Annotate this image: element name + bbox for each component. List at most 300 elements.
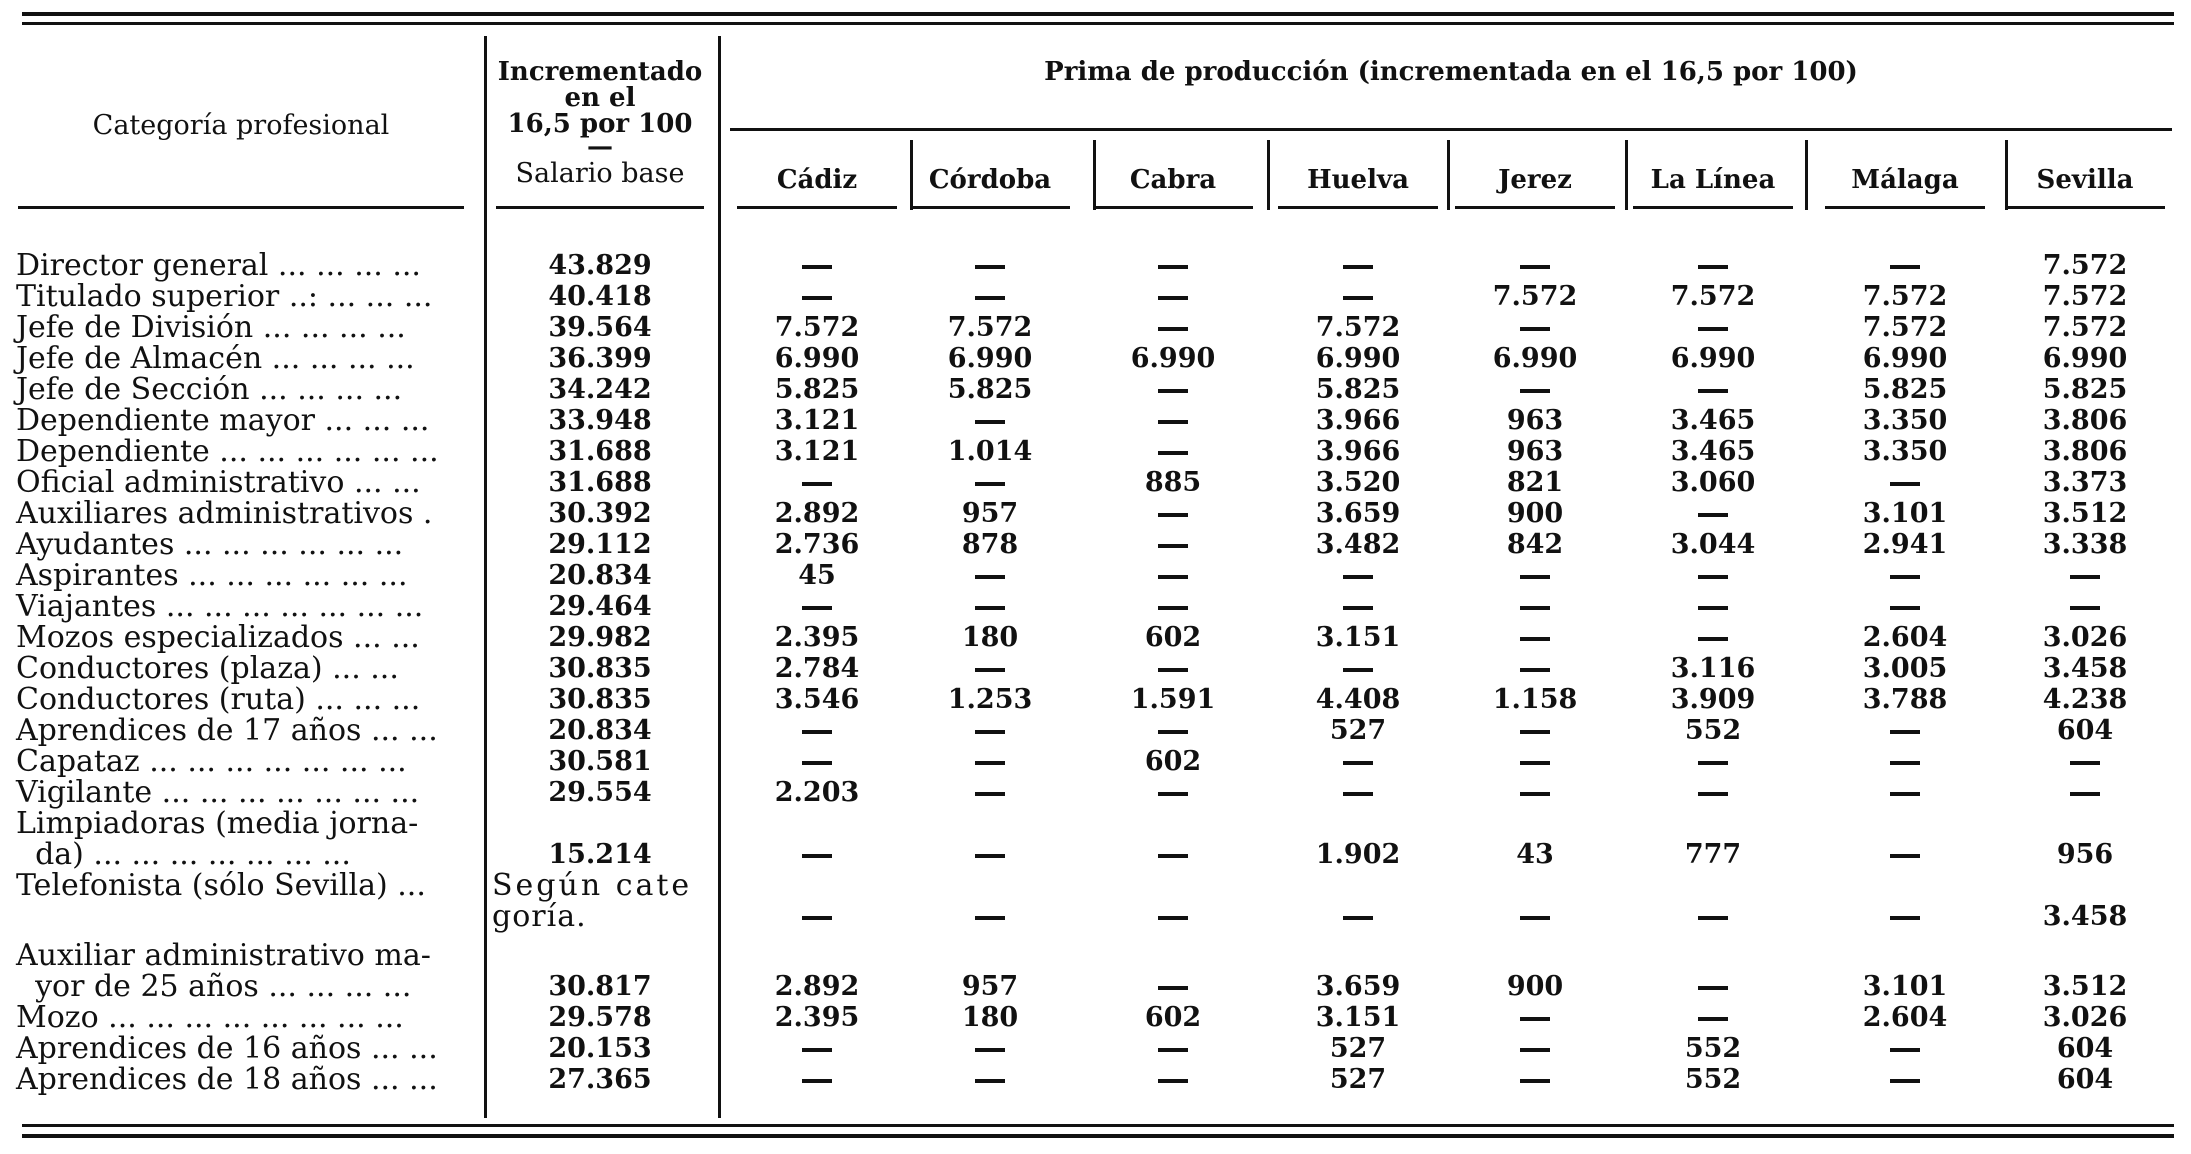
value-cell: 552 <box>1684 1033 1742 1064</box>
dash-mark <box>802 482 832 486</box>
dash-cell <box>1825 777 1985 808</box>
dash-cell <box>1633 901 1793 932</box>
category-label: Auxiliar administrativo ma- <box>16 938 431 973</box>
city-header: Cabra <box>1129 165 1217 195</box>
dash-cell <box>1455 1002 1615 1033</box>
category-label: Telefonista (sólo Sevilla) ... <box>16 868 426 903</box>
city-header: Jerez <box>1498 165 1572 195</box>
dash-mark <box>1698 761 1728 765</box>
city-header: Córdoba <box>928 165 1052 195</box>
dash-cell <box>1093 498 1253 529</box>
value-cell: 777 <box>1684 839 1742 870</box>
dash-mark <box>1520 1017 1550 1021</box>
dash-cell <box>737 281 897 312</box>
value-cell: 7.572 <box>1315 312 1401 343</box>
value-cell: 30.835 <box>548 653 652 684</box>
value-cell: 602 <box>1144 1002 1202 1033</box>
value-cell: 5.825 <box>2042 374 2128 405</box>
dash-mark <box>802 1048 832 1052</box>
value-cell: 5.825 <box>1315 374 1401 405</box>
value-cell: 31.688 <box>548 467 652 498</box>
value-cell: 3.060 <box>1670 467 1756 498</box>
dash-mark <box>1158 265 1188 269</box>
base-header-line: Incrementado <box>497 57 703 87</box>
value-cell: 963 <box>1506 436 1564 467</box>
value-cell: 3.101 <box>1862 498 1948 529</box>
dash-cell <box>1633 971 1793 1002</box>
category-label: da) ... ... ... ... ... ... ... <box>16 837 351 872</box>
dash-mark <box>1158 730 1188 734</box>
dash-mark <box>1343 575 1373 579</box>
dash-mark <box>2070 761 2100 765</box>
top-rule-inner <box>22 22 2174 25</box>
base-header <box>496 58 704 192</box>
value-cell: 20.834 <box>548 560 652 591</box>
value-cell: 36.399 <box>548 343 652 374</box>
dash-mark <box>1698 389 1728 393</box>
dash-cell <box>1455 901 1615 932</box>
dash-cell <box>737 715 897 746</box>
category-label: Titulado superior ..: ... ... ... <box>16 279 433 314</box>
dash-mark <box>1520 1079 1550 1083</box>
dash-mark <box>1890 854 1920 858</box>
value-cell: 3.044 <box>1670 529 1756 560</box>
value-cell: 7.572 <box>2042 250 2128 281</box>
base-salary-text: Según cate <box>492 868 693 903</box>
value-cell: 3.806 <box>2042 405 2128 436</box>
city-underline <box>1633 206 1793 209</box>
dash-cell <box>1825 746 1985 777</box>
category-label: Viajantes ... ... ... ... ... ... ... <box>16 589 424 624</box>
dash-mark <box>975 265 1005 269</box>
prima-header: Prima de producción (incrementada en el 16,5 por 100) <box>1044 57 1858 87</box>
dash-mark <box>1158 575 1188 579</box>
dash-mark <box>1520 668 1550 672</box>
dash-mark <box>975 761 1005 765</box>
dash-mark <box>1343 265 1373 269</box>
dash-cell <box>1825 839 1985 870</box>
value-cell: 900 <box>1506 971 1564 1002</box>
top-rule-outer <box>22 12 2174 16</box>
dash-cell <box>2005 560 2165 591</box>
category-underline <box>18 206 464 209</box>
value-cell: 4.408 <box>1315 684 1401 715</box>
value-cell: 2.892 <box>774 498 860 529</box>
value-cell: 552 <box>1684 1064 1742 1095</box>
value-cell: 1.014 <box>947 436 1033 467</box>
dash-mark <box>1698 265 1728 269</box>
value-cell: 3.458 <box>2042 901 2128 932</box>
dash-mark <box>975 575 1005 579</box>
dash-mark <box>1520 575 1550 579</box>
city-header: Cádiz <box>776 165 858 195</box>
value-cell: 2.604 <box>1862 622 1948 653</box>
dash-cell <box>910 777 1070 808</box>
value-cell: 3.966 <box>1315 405 1401 436</box>
dash-cell <box>1093 1033 1253 1064</box>
category-label: Capataz ... ... ... ... ... ... ... <box>16 744 407 779</box>
city-header: La Línea <box>1650 165 1776 195</box>
dash-mark <box>1158 854 1188 858</box>
dash-cell <box>1633 312 1793 343</box>
dash-mark <box>802 296 832 300</box>
dash-mark <box>1158 916 1188 920</box>
value-cell: 30.392 <box>548 498 652 529</box>
city-header: Málaga <box>1851 165 1959 195</box>
value-cell: 604 <box>2056 715 2114 746</box>
value-cell: 3.026 <box>2042 1002 2128 1033</box>
dash-cell <box>737 839 897 870</box>
dash-cell <box>1093 312 1253 343</box>
value-cell: 27.365 <box>548 1064 652 1095</box>
value-cell: 3.151 <box>1315 1002 1401 1033</box>
dash-mark <box>1890 792 1920 796</box>
dash-mark <box>1890 1048 1920 1052</box>
category-label: Conductores (plaza) ... ... <box>16 651 399 686</box>
value-cell: 3.121 <box>774 405 860 436</box>
value-cell: 604 <box>2056 1064 2114 1095</box>
dash-cell <box>1633 591 1793 622</box>
dash-mark <box>1343 606 1373 610</box>
value-cell: 7.572 <box>1862 312 1948 343</box>
dash-mark <box>1890 265 1920 269</box>
dash-cell <box>2005 746 2165 777</box>
value-cell: 40.418 <box>548 281 652 312</box>
dash-cell <box>1455 622 1615 653</box>
value-cell: 180 <box>961 622 1019 653</box>
dash-cell <box>910 560 1070 591</box>
category-label: Vigilante ... ... ... ... ... ... ... <box>16 775 420 810</box>
category-label: Aprendices de 16 años ... ... <box>16 1031 438 1066</box>
dash-mark <box>1158 451 1188 455</box>
dash-cell <box>1278 250 1438 281</box>
value-cell: 878 <box>961 529 1019 560</box>
dash-cell <box>1825 715 1985 746</box>
dash-mark <box>1890 761 1920 765</box>
value-cell: 3.350 <box>1862 436 1948 467</box>
dash-cell <box>1633 560 1793 591</box>
value-cell: 6.990 <box>774 343 860 374</box>
dash-mark <box>1158 668 1188 672</box>
dash-mark <box>975 1048 1005 1052</box>
dash-cell <box>1455 1064 1615 1095</box>
dash-mark <box>1343 916 1373 920</box>
value-cell: 29.554 <box>548 777 652 808</box>
dash-cell <box>1633 777 1793 808</box>
category-label: Conductores (ruta) ... ... ... <box>16 682 421 717</box>
dash-cell <box>910 839 1070 870</box>
city-underline <box>1455 206 1615 209</box>
city-col-sep <box>1093 140 1096 210</box>
dash-mark <box>1890 730 1920 734</box>
category-label: Director general ... ... ... ... <box>16 248 421 283</box>
dash-cell <box>1455 250 1615 281</box>
prima-underline <box>730 128 2172 131</box>
dash-mark <box>975 668 1005 672</box>
col-sep-base <box>718 36 721 1118</box>
dash-cell <box>737 901 897 932</box>
dash-cell <box>1825 591 1985 622</box>
dash-mark <box>1890 575 1920 579</box>
value-cell: 1.591 <box>1130 684 1216 715</box>
dash-mark <box>1698 637 1728 641</box>
dash-cell <box>1455 560 1615 591</box>
category-header: Categoría profesional <box>92 110 390 141</box>
dash-mark <box>1343 792 1373 796</box>
value-cell: 2.736 <box>774 529 860 560</box>
dash-cell <box>1278 777 1438 808</box>
category-label: Mozos especializados ... ... <box>16 620 420 655</box>
dash-cell <box>1633 746 1793 777</box>
dash-cell <box>1093 839 1253 870</box>
dash-mark <box>1520 389 1550 393</box>
dash-mark <box>975 606 1005 610</box>
value-cell: 30.835 <box>548 684 652 715</box>
city-col-sep <box>1805 140 1808 210</box>
value-cell: 2.604 <box>1862 1002 1948 1033</box>
dash-mark <box>1520 792 1550 796</box>
dash-mark <box>1520 327 1550 331</box>
dash-cell <box>1825 1064 1985 1095</box>
dash-mark <box>1520 761 1550 765</box>
dash-mark <box>1158 389 1188 393</box>
dash-mark <box>802 1079 832 1083</box>
category-label: Jefe de Sección ... ... ... ... <box>16 372 403 407</box>
category-label: Aprendices de 17 años ... ... <box>16 713 438 748</box>
value-cell: 39.564 <box>548 312 652 343</box>
base-header-dash: — <box>587 132 613 162</box>
city-col-sep <box>1625 140 1628 210</box>
city-underline <box>1093 206 1253 209</box>
city-underline <box>910 206 1070 209</box>
value-cell: 2.784 <box>774 653 860 684</box>
dash-mark <box>975 420 1005 424</box>
value-cell: 30.581 <box>548 746 652 777</box>
dash-cell <box>1455 591 1615 622</box>
bottom-rule-outer <box>22 1134 2174 1138</box>
dash-cell <box>1278 560 1438 591</box>
dash-mark <box>1698 327 1728 331</box>
value-cell: 7.572 <box>1670 281 1756 312</box>
dash-mark <box>1158 1079 1188 1083</box>
dash-cell <box>2005 777 2165 808</box>
value-cell: 2.892 <box>774 971 860 1002</box>
dash-cell <box>910 901 1070 932</box>
dash-cell <box>1093 1064 1253 1095</box>
dash-cell <box>1455 1033 1615 1064</box>
city-underline <box>2005 206 2165 209</box>
value-cell: 3.659 <box>1315 498 1401 529</box>
dash-mark <box>1890 1079 1920 1083</box>
dash-mark <box>1520 730 1550 734</box>
value-cell: 3.151 <box>1315 622 1401 653</box>
dash-cell <box>1825 250 1985 281</box>
value-cell: 885 <box>1144 467 1202 498</box>
value-cell: 30.817 <box>548 971 652 1002</box>
dash-mark <box>975 792 1005 796</box>
value-cell: 842 <box>1506 529 1564 560</box>
value-cell: 3.350 <box>1862 405 1948 436</box>
dash-cell <box>910 281 1070 312</box>
base-header-line: 16,5 por 100 <box>507 109 693 139</box>
dash-cell <box>910 715 1070 746</box>
value-cell: 43.829 <box>548 250 652 281</box>
dash-mark <box>1158 986 1188 990</box>
dash-mark <box>1158 606 1188 610</box>
value-cell: 7.572 <box>2042 281 2128 312</box>
value-cell: 3.373 <box>2042 467 2128 498</box>
city-underline <box>1278 206 1438 209</box>
dash-cell <box>737 1064 897 1095</box>
value-cell: 6.990 <box>1130 343 1216 374</box>
dash-cell <box>737 591 897 622</box>
dash-cell <box>1093 250 1253 281</box>
dash-mark <box>1698 513 1728 517</box>
dash-mark <box>2070 792 2100 796</box>
dash-cell <box>910 1064 1070 1095</box>
city-col-sep <box>1267 140 1270 210</box>
city-col-sep <box>1447 140 1450 210</box>
dash-cell <box>1093 560 1253 591</box>
value-cell: 6.990 <box>1862 343 1948 374</box>
dash-mark <box>975 730 1005 734</box>
dash-mark <box>1890 482 1920 486</box>
value-cell: 3.026 <box>2042 622 2128 653</box>
value-cell: 821 <box>1506 467 1564 498</box>
dash-cell <box>1093 436 1253 467</box>
dash-cell <box>1825 1033 1985 1064</box>
value-cell: 552 <box>1684 715 1742 746</box>
category-label: yor de 25 años ... ... ... ... <box>16 969 412 1004</box>
dash-mark <box>975 916 1005 920</box>
value-cell: 3.458 <box>2042 653 2128 684</box>
value-cell: 900 <box>1506 498 1564 529</box>
value-cell: 602 <box>1144 746 1202 777</box>
dash-cell <box>1455 374 1615 405</box>
value-cell: 5.825 <box>947 374 1033 405</box>
dash-mark <box>1698 986 1728 990</box>
dash-mark <box>802 761 832 765</box>
dash-cell <box>1825 467 1985 498</box>
dash-cell <box>910 746 1070 777</box>
value-cell: 6.990 <box>2042 343 2128 374</box>
value-cell: 3.338 <box>2042 529 2128 560</box>
value-cell: 33.948 <box>548 405 652 436</box>
dash-cell <box>1093 653 1253 684</box>
value-cell: 3.966 <box>1315 436 1401 467</box>
category-label: Limpiadoras (media jorna- <box>16 806 419 841</box>
dash-mark <box>1890 606 1920 610</box>
dash-mark <box>1698 606 1728 610</box>
city-header: Huelva <box>1307 165 1409 195</box>
value-cell: 34.242 <box>548 374 652 405</box>
value-cell: 2.395 <box>774 1002 860 1033</box>
value-cell: 604 <box>2056 1033 2114 1064</box>
city-underline <box>1825 206 1985 209</box>
dash-mark <box>1520 916 1550 920</box>
category-label: Auxiliares administrativos . <box>16 496 433 531</box>
value-cell: 2.395 <box>774 622 860 653</box>
dash-cell <box>1825 560 1985 591</box>
dash-cell <box>1093 281 1253 312</box>
value-cell: 29.112 <box>548 529 652 560</box>
value-cell: 3.005 <box>1862 653 1948 684</box>
dash-mark <box>802 730 832 734</box>
value-cell: 3.512 <box>2042 971 2128 1002</box>
value-cell: 3.101 <box>1862 971 1948 1002</box>
dash-cell <box>1093 529 1253 560</box>
value-cell: 957 <box>961 971 1019 1002</box>
dash-mark <box>975 1079 1005 1083</box>
dash-cell <box>737 467 897 498</box>
dash-cell <box>1633 250 1793 281</box>
dash-mark <box>1698 916 1728 920</box>
value-cell: 1.158 <box>1492 684 1578 715</box>
value-cell: 4.238 <box>2042 684 2128 715</box>
dash-cell <box>1633 498 1793 529</box>
dash-cell <box>1093 901 1253 932</box>
value-cell: 3.121 <box>774 436 860 467</box>
dash-cell <box>910 591 1070 622</box>
value-cell: 7.572 <box>947 312 1033 343</box>
value-cell: 45 <box>798 560 836 591</box>
value-cell: 3.512 <box>2042 498 2128 529</box>
category-label: Dependiente mayor ... ... ... <box>16 403 430 438</box>
value-cell: 7.572 <box>774 312 860 343</box>
value-cell: 29.982 <box>548 622 652 653</box>
value-cell: 6.990 <box>1492 343 1578 374</box>
dash-mark <box>1520 606 1550 610</box>
base-underline <box>496 206 704 209</box>
value-cell: 3.116 <box>1670 653 1756 684</box>
dash-cell <box>910 250 1070 281</box>
value-cell: 1.902 <box>1315 839 1401 870</box>
value-cell: 527 <box>1329 1033 1387 1064</box>
dash-cell <box>737 1033 897 1064</box>
dash-cell <box>910 467 1070 498</box>
dash-cell <box>1455 746 1615 777</box>
dash-cell <box>1455 777 1615 808</box>
value-cell: 3.909 <box>1670 684 1756 715</box>
dash-cell <box>1278 591 1438 622</box>
dash-cell <box>1278 281 1438 312</box>
category-label: Oficial administrativo ... ... <box>16 465 421 500</box>
dash-mark <box>1158 1048 1188 1052</box>
dash-cell <box>910 405 1070 436</box>
value-cell: 31.688 <box>548 436 652 467</box>
dash-cell <box>1093 971 1253 1002</box>
dash-mark <box>1698 575 1728 579</box>
dash-cell <box>737 250 897 281</box>
city-underline <box>737 206 897 209</box>
base-salary-text: goría. <box>492 899 587 934</box>
value-cell: 20.153 <box>548 1033 652 1064</box>
dash-cell <box>1278 653 1438 684</box>
dash-mark <box>1520 637 1550 641</box>
dash-mark <box>1158 513 1188 517</box>
base-header-line: en el <box>564 83 636 113</box>
dash-cell <box>910 653 1070 684</box>
dash-cell <box>1455 715 1615 746</box>
dash-mark <box>1158 544 1188 548</box>
dash-mark <box>1158 296 1188 300</box>
dash-cell <box>1455 312 1615 343</box>
value-cell: 956 <box>2056 839 2114 870</box>
dash-cell <box>910 1033 1070 1064</box>
dash-cell <box>1633 622 1793 653</box>
value-cell: 6.990 <box>1670 343 1756 374</box>
value-cell: 963 <box>1506 405 1564 436</box>
